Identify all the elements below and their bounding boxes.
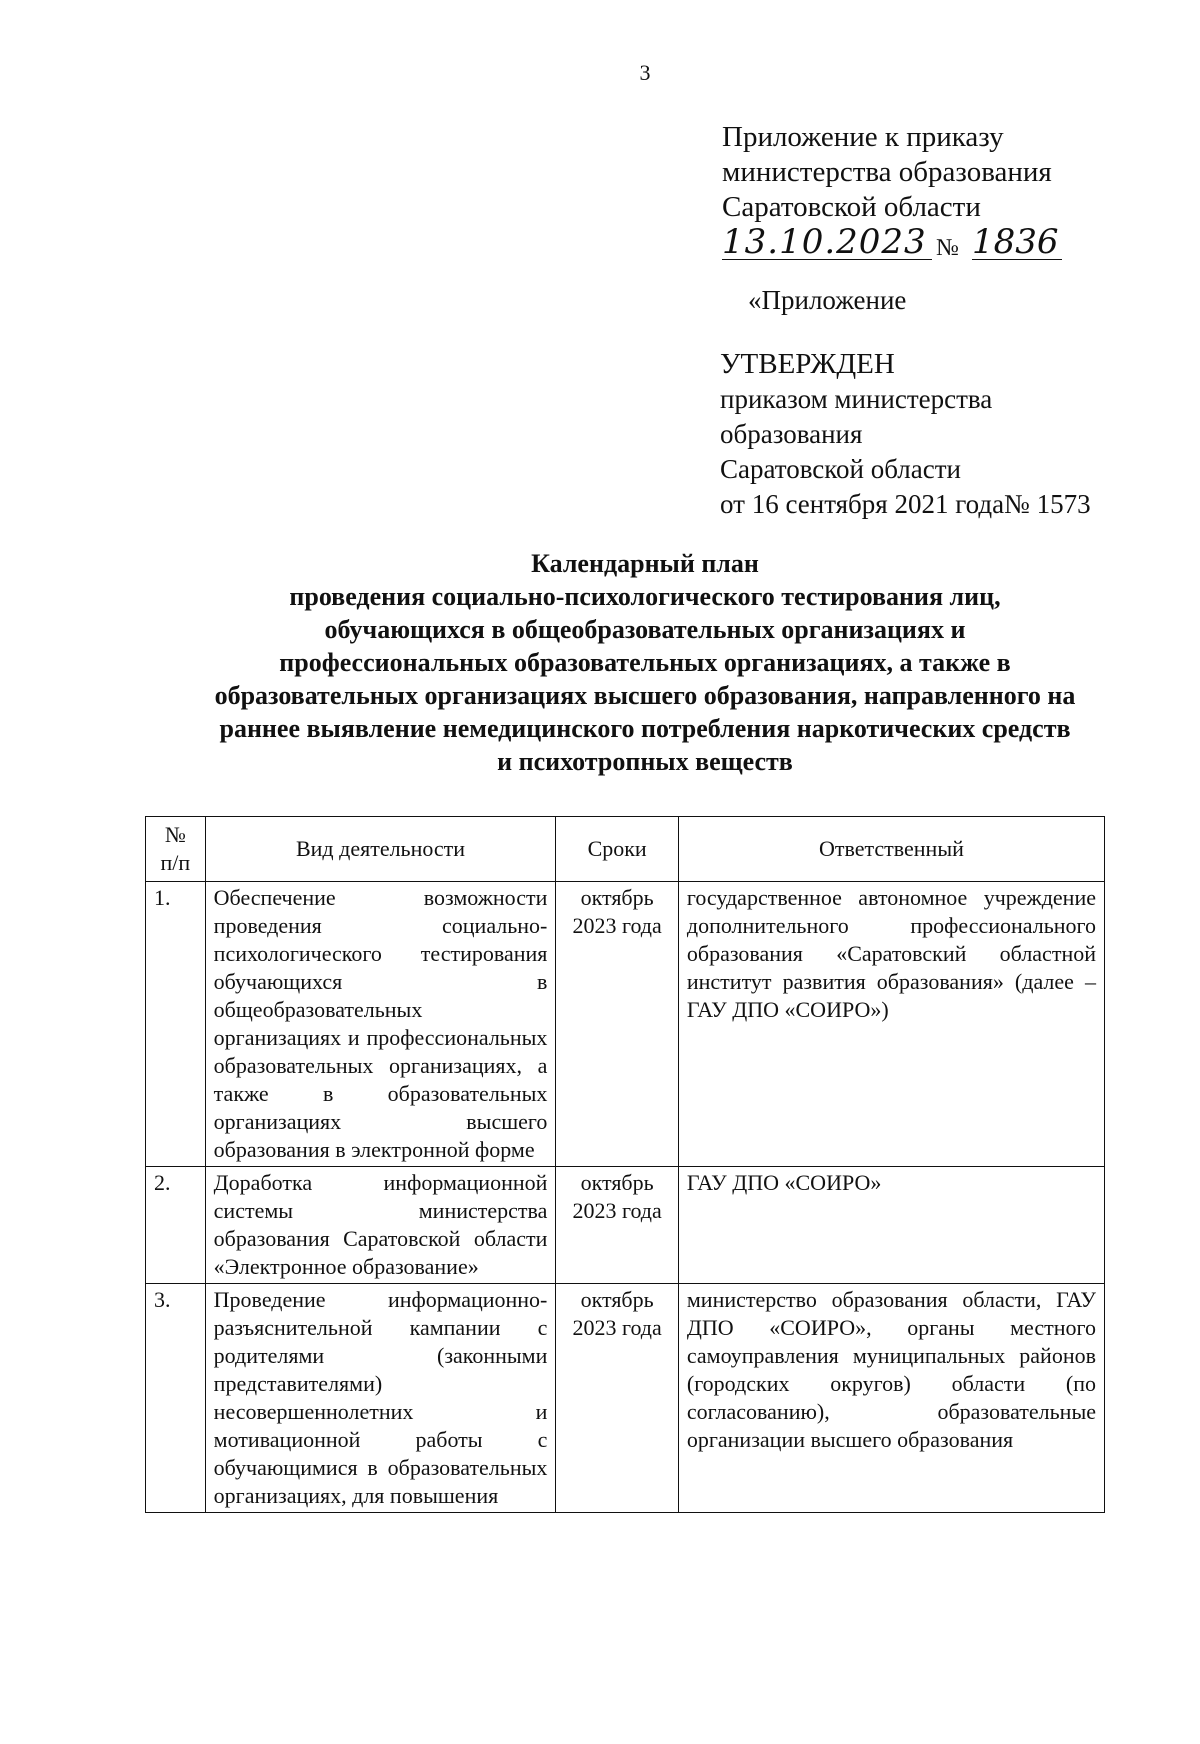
plan-table xyxy=(145,816,1105,1513)
number-underline xyxy=(972,259,1062,260)
number-label: № xyxy=(936,235,959,261)
header-responsible: Ответственный xyxy=(678,817,1104,882)
row-num: 2. xyxy=(146,1167,206,1284)
row-activity: Доработка информационной системы министерства образования Саратовской области «Электронное образование» xyxy=(205,1167,556,1284)
approval-line: Саратовской области xyxy=(720,454,961,484)
approved-heading: УТВЕРЖДЕН xyxy=(720,348,895,380)
approval-line: образования xyxy=(720,419,863,449)
date-underline xyxy=(722,259,932,260)
row-activity: Обеспечение возможности проведения социально-психологического тестирования обучающихся в общеобразовательных организациях и профессиональных образовательных организациях, а также в образовательных организациях высшего образования в электронной форме xyxy=(205,882,556,1167)
annex-line: Приложение к приказу xyxy=(722,121,1004,153)
row-term: октябрь 2023 года xyxy=(556,882,678,1167)
row-term: октябрь 2023 года xyxy=(556,1167,678,1284)
title-line: проведения социально-психологического тестирования лиц, xyxy=(289,582,1001,611)
approval-line: приказом министерства xyxy=(720,384,993,414)
annex-line: Саратовской области xyxy=(722,191,981,223)
row-term: октябрь 2023 года xyxy=(556,1284,678,1513)
row-responsible: ГАУ ДПО «СОИРО» xyxy=(678,1167,1104,1284)
title-line: раннее выявление немедицинского потребления наркотических средств xyxy=(219,714,1071,743)
annex-line: министерства образования xyxy=(722,156,1052,188)
appendix-label: «Приложение xyxy=(748,285,907,315)
header-num: № п/п xyxy=(146,817,206,882)
table-row xyxy=(146,1284,1105,1513)
table-header-row xyxy=(146,817,1105,882)
title-line: обучающихся в общеобразовательных организациях и xyxy=(324,615,966,644)
row-responsible: министерство образования области, ГАУ ДПО «СОИРО», органы местного самоуправления муниципальных районов (городских округов) области (по согласованию), образовательные организации высшего образования xyxy=(678,1284,1104,1513)
row-responsible: государственное автономное учреждение дополнительного профессионального образования «Саратовский областной институт развития образования» (далее – ГАУ ДПО «СОИРО») xyxy=(678,882,1104,1167)
handwritten-date: 13.10.2023 xyxy=(722,222,927,262)
title-line: Календарный план xyxy=(531,549,759,578)
approval-block xyxy=(720,346,1091,522)
approval-line: от 16 сентября 2021 года№ 1573 xyxy=(720,489,1091,519)
page-number: 3 xyxy=(639,60,651,85)
table-row xyxy=(146,1167,1105,1284)
row-num: 3. xyxy=(146,1284,206,1513)
handwritten-number: 1836 xyxy=(972,222,1059,262)
title-line: и психотропных веществ xyxy=(497,747,793,776)
annex-header xyxy=(722,120,1067,265)
title-line: профессиональных образовательных организациях, а также в xyxy=(279,648,1011,677)
header-activity: Вид деятельности xyxy=(205,817,556,882)
order-date-number xyxy=(722,222,1067,265)
row-activity: Проведение информационно-разъяснительной кампании с родителями (законными представителями) несовершеннолетних и мотивационной работы с обучающимися в образовательных организациях, для повышения xyxy=(205,1284,556,1513)
row-num: 1. xyxy=(146,882,206,1167)
title-line: образовательных организациях высшего образования, направленного на xyxy=(214,681,1076,710)
table-row xyxy=(146,882,1105,1167)
header-term: Сроки xyxy=(556,817,678,882)
document-title xyxy=(130,547,1160,778)
